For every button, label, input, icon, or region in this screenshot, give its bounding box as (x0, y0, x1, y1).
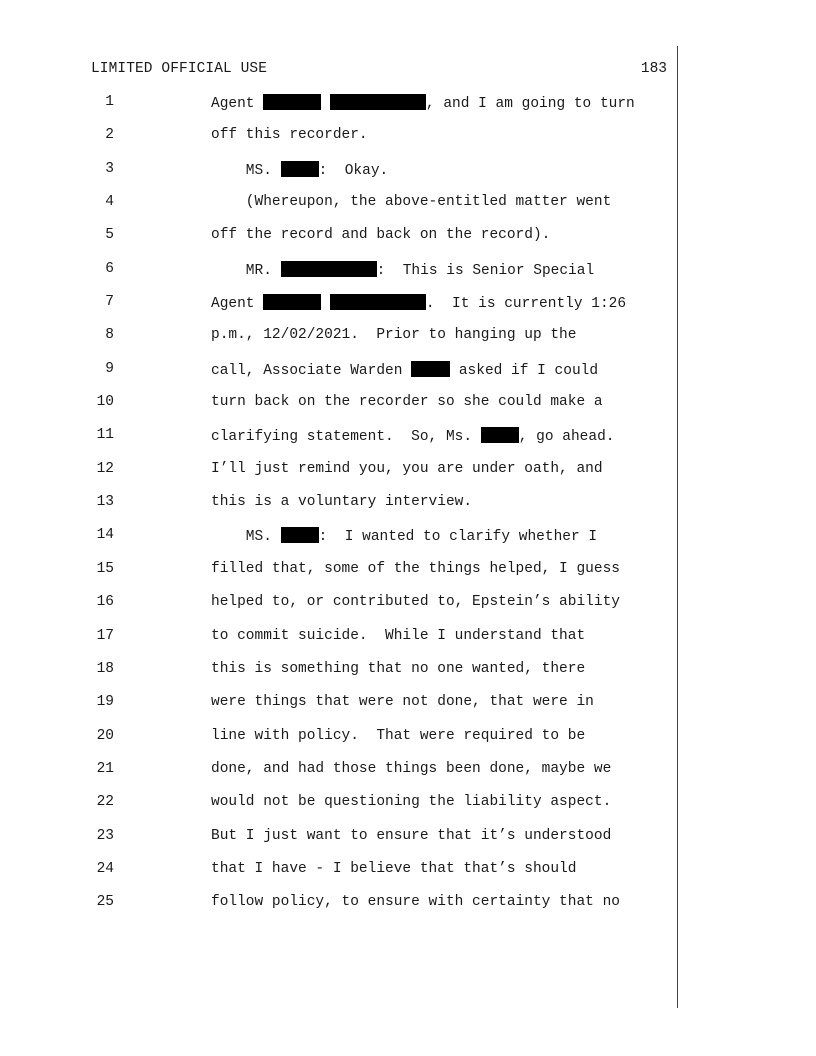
line-number: 11 (96, 427, 114, 444)
line-number: 22 (96, 794, 114, 811)
line-text: filled that, some of the things helped, I guess (211, 560, 620, 577)
line-text: that I have - I believe that that’s should (211, 860, 577, 877)
text-segment: call, Associate Warden (211, 362, 412, 379)
text-segment: : This is Senior Special (376, 262, 595, 279)
transcript-line (0, 694, 680, 727)
transcript-line (0, 127, 680, 160)
transcript-line (0, 261, 680, 294)
transcript-line (0, 561, 680, 594)
line-text: p.m., 12/02/2021. Prior to hanging up the (211, 327, 577, 344)
line-number: 16 (96, 594, 114, 611)
line-text (211, 161, 388, 179)
line-text: off the record and back on the record). (211, 227, 551, 244)
redaction-block (263, 294, 321, 310)
line-text: But I just want to ensure that it’s understood (211, 827, 612, 844)
page-number: 183 (640, 61, 667, 77)
line-text: to commit suicide. While I understand that (211, 627, 586, 644)
text-segment: . It is currently 1:26 (425, 296, 627, 313)
transcript-line (0, 94, 680, 127)
transcript-line (0, 161, 680, 194)
line-number: 2 (105, 127, 114, 144)
line-text: would not be questioning the liability aspect. (211, 794, 612, 811)
line-number: 6 (105, 260, 114, 277)
line-number: 8 (105, 327, 114, 344)
line-text: this is something that no one wanted, there (211, 660, 586, 677)
text-segment (321, 296, 330, 312)
transcript-line (0, 361, 680, 394)
line-number: 25 (96, 894, 114, 911)
redaction-block (281, 261, 377, 277)
redaction-block (263, 94, 321, 110)
text-segment: asked if I could (450, 362, 599, 379)
line-number: 23 (96, 827, 114, 844)
line-number: 5 (105, 227, 114, 244)
redaction-block (411, 361, 450, 377)
transcript-line (0, 527, 680, 560)
line-text (211, 361, 598, 379)
transcript-line (0, 427, 680, 460)
redaction-block (330, 294, 426, 310)
transcript-line (0, 394, 680, 427)
line-text: I’ll just remind you, you are under oath, and (211, 460, 603, 477)
line-number: 24 (96, 860, 114, 877)
line-number: 14 (96, 527, 114, 544)
text-segment: MS. (211, 162, 281, 179)
transcript-line (0, 594, 680, 627)
line-text: helped to, or contributed to, Epstein’s ability (211, 594, 620, 611)
transcript-line (0, 661, 680, 694)
transcript-line (0, 628, 680, 661)
line-number: 18 (96, 660, 114, 677)
line-number: 10 (96, 394, 114, 411)
transcript-line (0, 461, 680, 494)
text-segment: , and I am going to turn (425, 96, 635, 112)
line-text: were things that were not done, that were in (211, 694, 594, 711)
line-number: 19 (96, 694, 114, 711)
text-segment: : I wanted to clarify whether I (318, 529, 598, 546)
text-segment: : Okay. (318, 162, 389, 179)
line-text (211, 294, 626, 312)
line-number: 13 (96, 494, 114, 511)
line-text: turn back on the recorder so she could make a (211, 394, 603, 411)
transcript-line (0, 894, 680, 927)
line-text (211, 427, 614, 445)
transcript-line (0, 227, 680, 260)
line-text: line with policy. That were required to be (211, 727, 586, 744)
text-segment: Agent (211, 296, 264, 313)
text-segment (321, 96, 330, 112)
line-text (211, 261, 594, 279)
line-text (211, 94, 635, 112)
line-number: 3 (105, 160, 114, 177)
line-number: 17 (96, 627, 114, 644)
line-text: off this recorder. (211, 127, 368, 144)
transcript-line (0, 294, 680, 327)
line-number: 20 (96, 727, 114, 744)
line-number: 9 (105, 360, 114, 377)
redaction-block (330, 94, 426, 110)
text-segment: clarifying statement. So, Ms. (211, 429, 481, 446)
text-segment: , go ahead. (518, 429, 615, 446)
transcript-line (0, 794, 680, 827)
line-number: 21 (96, 760, 114, 777)
redaction-block (481, 427, 519, 443)
transcript-line (0, 861, 680, 894)
text-segment: MR. (211, 262, 281, 279)
line-text: this is a voluntary interview. (211, 494, 473, 511)
classification-header: LIMITED OFFICIAL USE (91, 61, 268, 77)
line-number: 4 (105, 194, 114, 211)
transcript-lines (0, 94, 680, 928)
line-text: done, and had those things been done, maybe we (211, 760, 612, 777)
transcript-line (0, 327, 680, 360)
transcript-line (0, 761, 680, 794)
line-text: follow policy, to ensure with certainty that no (211, 894, 620, 911)
line-text (211, 527, 597, 545)
transcript-line (0, 494, 680, 527)
text-segment: MS. (211, 529, 281, 546)
redaction-block (281, 161, 319, 177)
transcript-line (0, 828, 680, 861)
line-number: 1 (105, 94, 114, 110)
line-number: 15 (96, 560, 114, 577)
text-segment: Agent (211, 96, 264, 112)
line-text: (Whereupon, the above-entitled matter went (211, 194, 612, 211)
redaction-block (281, 527, 319, 543)
transcript-line (0, 728, 680, 761)
transcript-line (0, 194, 680, 227)
line-number: 7 (105, 294, 114, 311)
line-number: 12 (96, 460, 114, 477)
